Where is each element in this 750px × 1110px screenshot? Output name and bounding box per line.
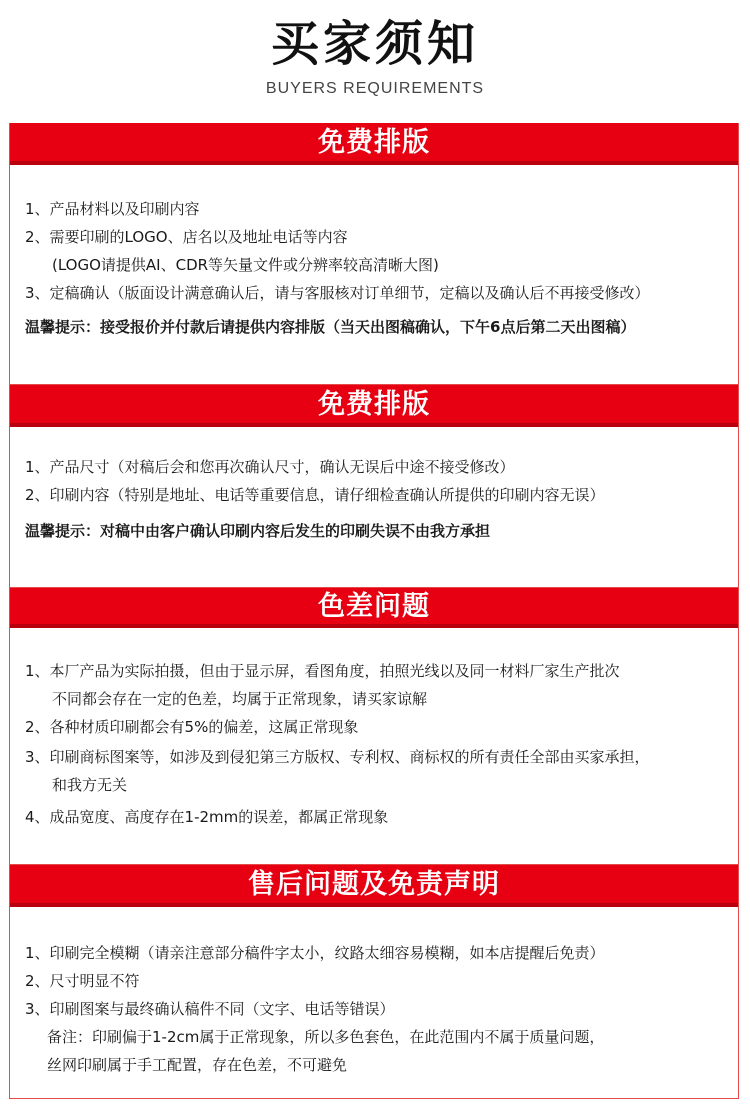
list-item: 2、印刷内容（特别是地址、电话等重要信息，请仔细检查确认所提供的印刷内容无误） xyxy=(25,486,605,504)
section-free-layout-2 xyxy=(9,385,739,588)
section-title: 色差问题 xyxy=(10,588,738,628)
list-item: 1、产品材料以及印刷内容 xyxy=(25,200,200,218)
list-item: 1、本厂产品为实际拍摄，但由于显示屏，看图角度，拍照光线以及同一材料厂家生产批次 xyxy=(25,662,620,680)
list-item: 1、产品尺寸（对稿后会和您再次确认尺寸，确认无误后中途不接受修改） xyxy=(25,458,515,476)
list-item: 1、印刷完全模糊（请亲注意部分稿件字太小，纹路太细容易模糊，如本店提醒后免责） xyxy=(25,944,605,962)
section-title: 售后问题及免责声明 xyxy=(10,865,738,907)
list-item: 备注：印刷偏于1-2cm属于正常现象，所以多色套色，在此范围内不属于质量问题， xyxy=(47,1028,605,1046)
warm-tip: 温馨提示：接受报价并付款后请提供内容排版（当天出图稿确认，下午6点后第二天出图稿） xyxy=(25,318,636,336)
page-header xyxy=(0,0,750,110)
list-item: (LOGO请提供AI、CDR等矢量文件或分辨率较高清晰大图) xyxy=(52,256,439,274)
list-item: 2、各种材质印刷都会有5%的偏差，这属正常现象 xyxy=(25,718,359,736)
section-color-difference xyxy=(9,588,739,865)
list-item: 3、定稿确认（版面设计满意确认后，请与客服核对订单细节，定稿以及确认后不再接受修改） xyxy=(25,284,650,302)
section-free-layout-1 xyxy=(9,123,739,385)
section-title: 免费排版 xyxy=(10,123,738,165)
section-title: 免费排版 xyxy=(10,385,738,427)
warm-tip: 温馨提示：对稿中由客户确认印刷内容后发生的印刷失误不由我方承担 xyxy=(25,522,491,540)
list-item: 2、需要印刷的LOGO、店名以及地址电话等内容 xyxy=(25,228,348,246)
list-item: 不同都会存在一定的色差，均属于正常现象，请买家谅解 xyxy=(52,690,428,708)
section-after-sales xyxy=(9,865,739,1099)
page-subtitle: BUYERS REQUIREMENTS xyxy=(265,80,485,97)
list-item: 4、成品宽度、高度存在1-2mm的误差，都属正常现象 xyxy=(25,808,389,826)
list-item: 3、印刷图案与最终确认稿件不同（文字、电话等错误） xyxy=(25,1000,395,1018)
list-item: 和我方无关 xyxy=(52,776,128,794)
list-item: 2、尺寸明显不符 xyxy=(25,972,140,990)
page-title: 买家须知 xyxy=(270,16,479,72)
list-item: 3、印刷商标图案等，如涉及到侵犯第三方版权、专利权、商标权的所有责任全部由买家承担， xyxy=(25,748,650,766)
list-item: 丝网印刷属于手工配置，存在色差，不可避免 xyxy=(47,1056,348,1074)
